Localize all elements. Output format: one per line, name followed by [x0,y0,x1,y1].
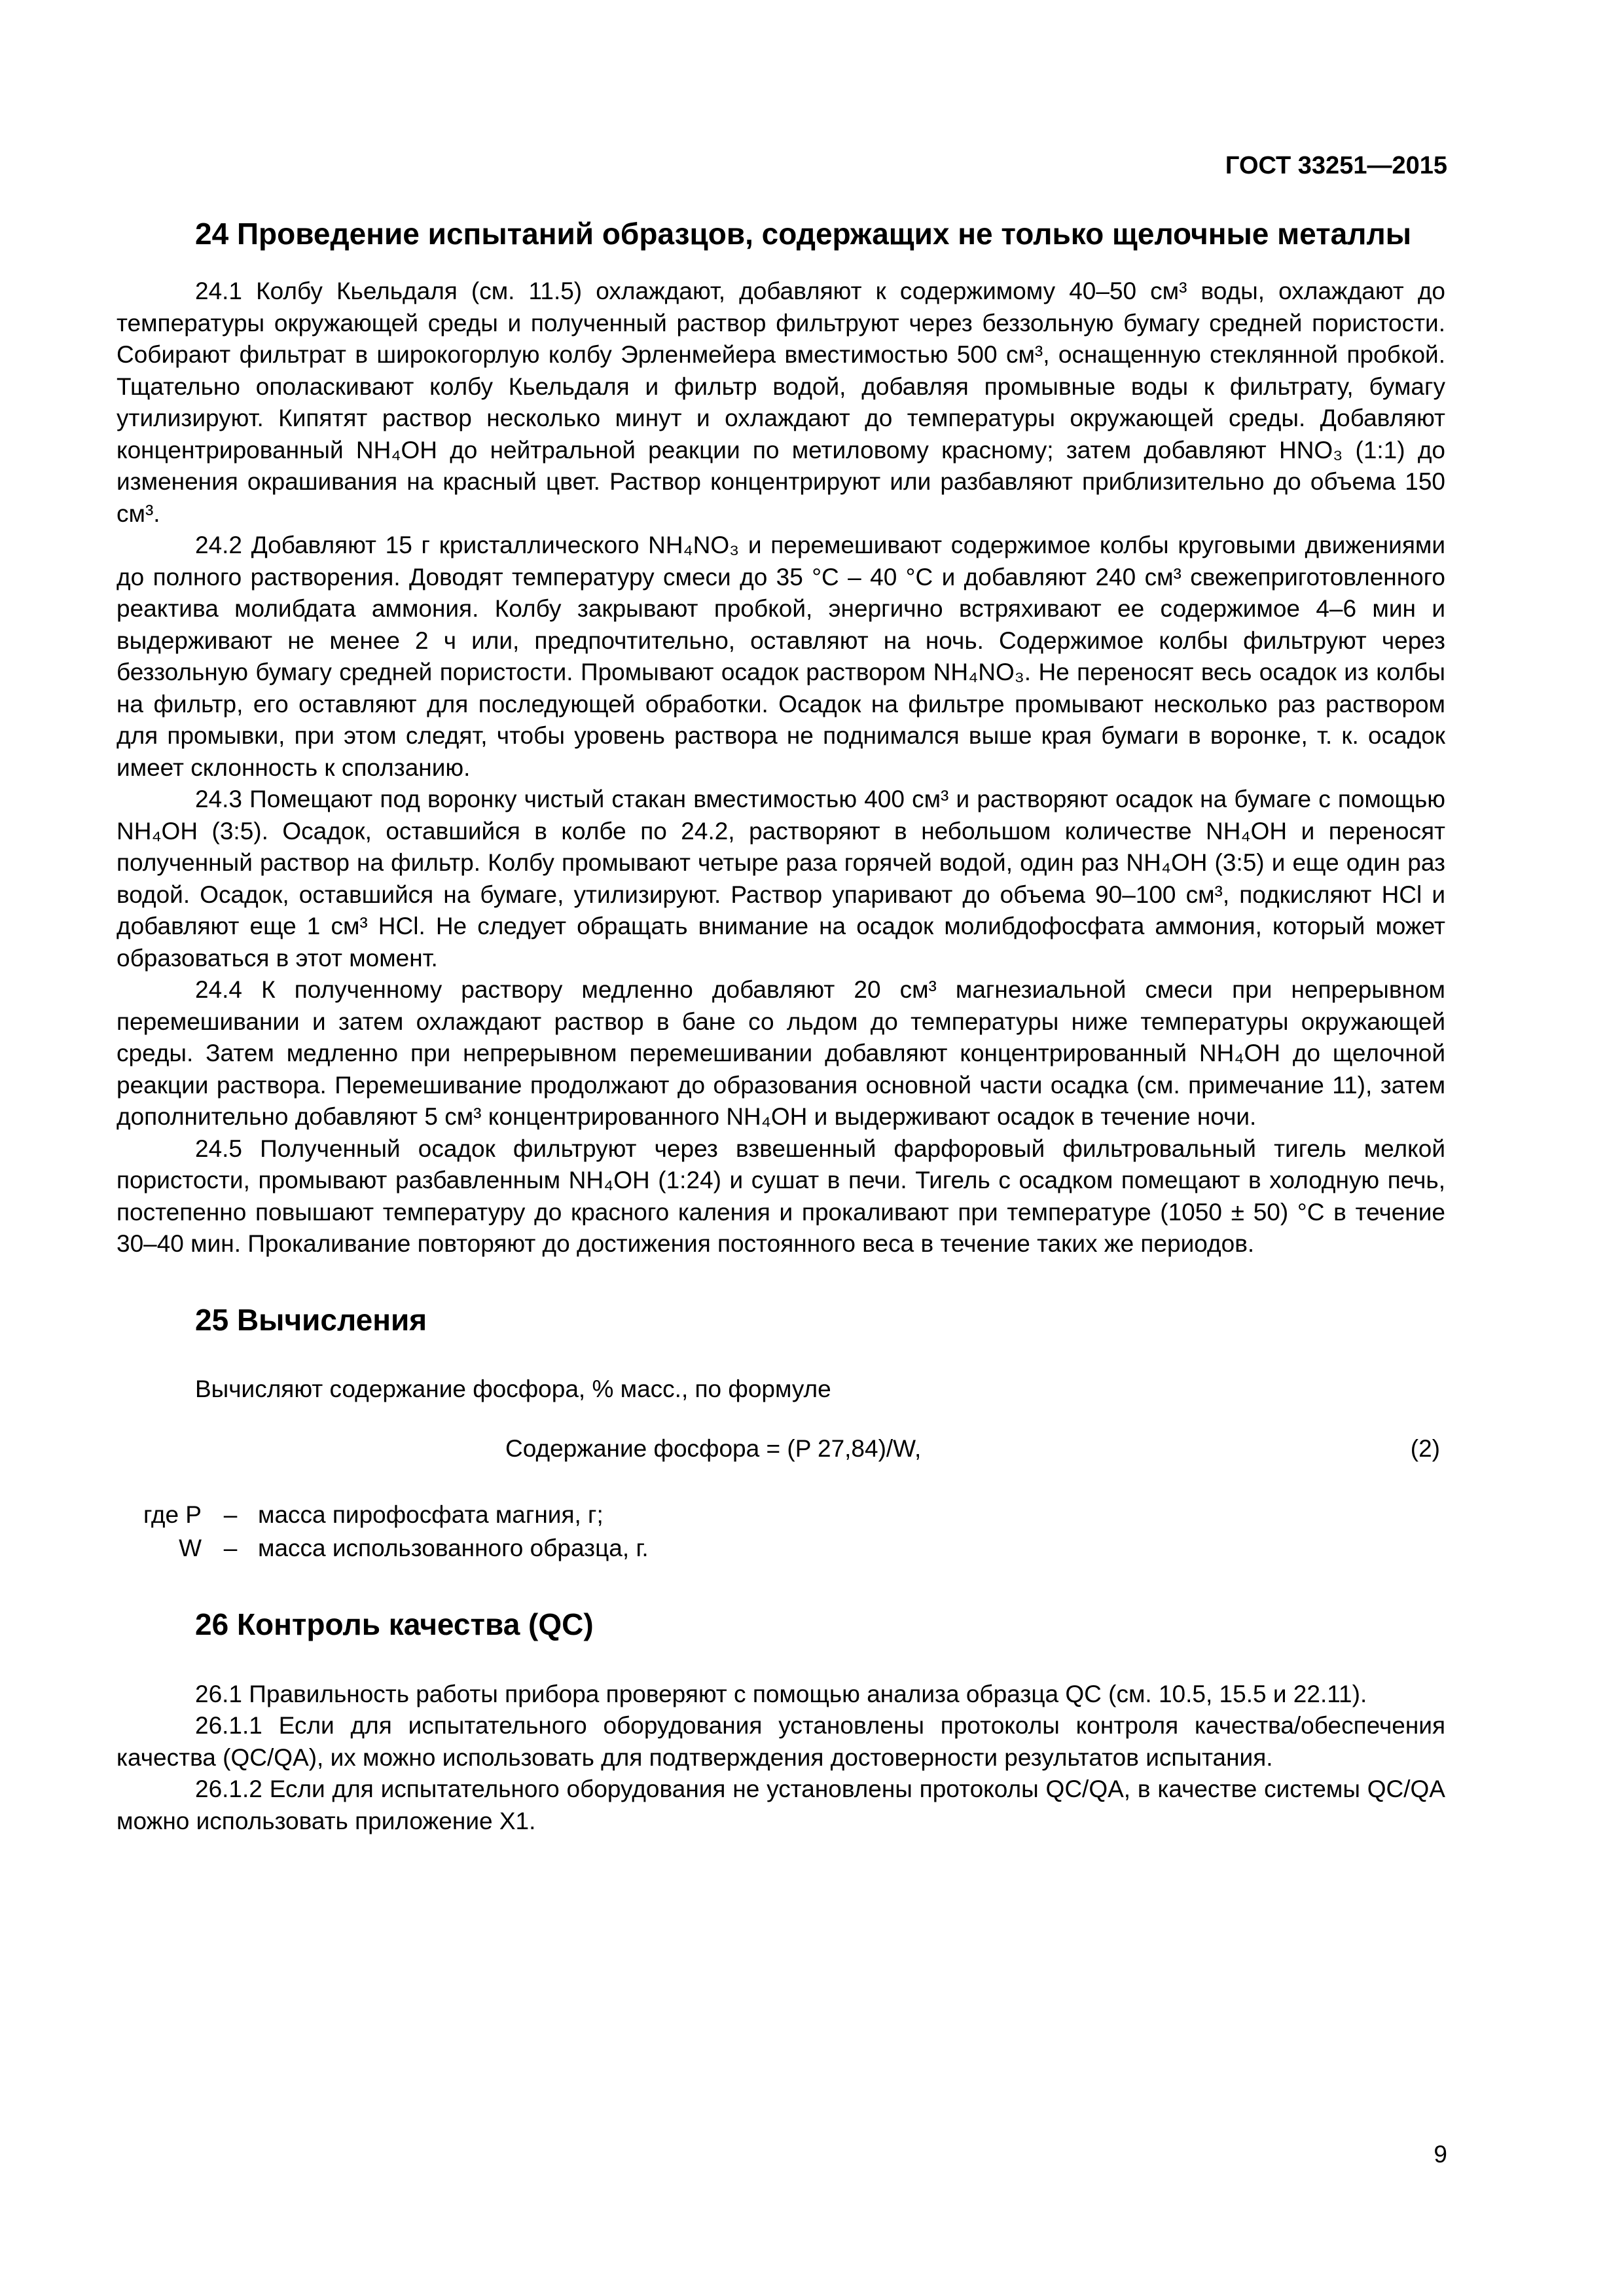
legend-symbol: W [179,1535,202,1562]
formula-number: (2) [1410,1435,1440,1463]
legend-text: масса использованного образца, г. [258,1535,649,1562]
paragraph-26-1-1: 26.1.1 Если для испытательного оборудования установлены протоколы контроля качества/обеспечения качества (QC/QA), их можно использовать для подтверждения достоверности результатов испытания. [117,1712,1445,1771]
paragraph-26-1: 26.1 Правильность работы прибора проверяют с помощью анализа образца QC (см. 10.5, 15.5 и 22.11). [195,1680,1367,1707]
page-number: 9 [1434,2141,1447,2168]
paragraph-24-1: 24.1 Колбу Кьельдаля (см. 11.5) охлаждают, добавляют к содержимому 40–50 см³ воды, охлаждают до температуры окружающей среды и полученный раствор фильтруют через беззольную бумагу средней пористости. Собирают фильтрат в широкогорлую колбу Эрленмейера вместимостью 500 см³, оснащенную стеклянной пробкой. Тщательно ополаскивают колбу Кьельдаля и фильтр водой, добавляя промывные воды к фильтрату, бумагу утилизируют. Кипятят раствор несколько минут и охлаждают до температуры окружающей среды. Добавляют концентрированный NH₄OH до нейтральной реакции по метиловому красному; затем добавляют HNO₃ (1:1) до изменения окрашивания на красный цвет. Раствор концентрируют или разбавляют приблизительно до объема 150 см³. [117,278,1445,527]
paragraph-24-3: 24.3 Помещают под воронку чистый стакан вместимостью 400 см³ и растворяют осадок на бумаге с помощью NH₄OH (3:5). Осадок, оставшийся в колбе по 24.2, растворяют в небольшом количестве NH₄OH и переносят полученный раствор на фильтр. Колбу промывают четыре раза горячей водой, один раз NH₄OH (3:5) и еще один раз водой. Осадок, оставшийся на бумаге, утилизируют. Раствор упаривают до объема 90–100 см³, подкисляют HCl и добавляют еще 1 см³ HCl. Не следует обращать внимание на осадок молибдофосфата аммония, который может образоваться в этот момент. [117,786,1445,972]
section-26-title: 26 Контроль качества (QC) [195,1607,594,1642]
formula-expression: Содержание фосфора = (P 27,84)/W, [505,1435,922,1463]
section-24-title: 24 Проведение испытаний образцов, содержащих не только щелочные металлы [195,217,1411,251]
legend-dash: – [223,1501,238,1529]
document-code: ГОСТ 33251—2015 [1225,152,1447,179]
paragraph-24-2: 24.2 Добавляют 15 г кристаллического NH₄NO₃ и перемешивают содержимое колбы круговыми движениями до полного растворения. Доводят температуру смеси до 35 °С – 40 °С и добавляют 240 см³ свежеприготовленного реактива молибдата аммония. Колбу закрывают пробкой, энергично встряхивают ее содержимое 4–6 мин и выдерживают не менее 2 ч или, предпочтительно, оставляют на ночь. Содержимое колбы фильтруют через беззольную бумагу средней пористости. Промывают осадок раствором NH₄NO₃. Не переносят весь осадок из колбы на фильтр, его оставляют для последующей обработки. Осадок на фильтре промывают несколько раз раствором для промывки, при этом следят, чтобы уровень раствора не поднимался выше края бумаги в воронке, т. к. осадок имеет склонность к сползанию. [117,532,1445,781]
paragraph-26-1-2: 26.1.2 Если для испытательного оборудования не установлены протоколы QC/QA, в качестве системы QC/QA можно использовать приложение X1. [117,1776,1445,1834]
page-content [117,216,1445,1837]
section-25-title: 25 Вычисления [195,1302,427,1337]
legend-row-p [117,1498,1445,1531]
paragraph-24-4: 24.4 К полученному раствору медленно добавляют 20 см³ магнезиальной смеси при непрерывном перемешивании и затем охлаждают раствор в бане со льдом до температуры ниже температуры окружающей среды. Затем медленно при непрерывном перемешивании добавляют концентрированный NH₄OH до щелочной реакции раствора. Перемешивание продолжают до образования основной части осадка (см. примечание 11), затем дополнительно добавляют 5 см³ концентрированного NH₄OH и выдерживают осадок в течение ночи. [117,976,1445,1131]
legend-dash: – [223,1535,238,1562]
formula-legend [117,1498,1445,1565]
legend-text: масса пирофосфата магния, г; [258,1501,604,1529]
calculation-intro: Вычисляют содержание фосфора, % масс., по формуле [195,1375,831,1402]
legend-symbol: где P [143,1501,202,1529]
legend-row-w [117,1531,1445,1565]
paragraph-24-5: 24.5 Полученный осадок фильтруют через взвешенный фарфоровый фильтровальный тигель мелкой пористости, промывают разбавленным NH₄OH (1:24) и сушат в печи. Тигель с осадком помещают в холодную печь, постепенно повышают температуру до красного каления и прокаливают при температуре (1050 ± 50) °С в течение 30–40 мин. Прокаливание повторяют до достижения постоянного веса в течение таких же периодов. [117,1135,1445,1258]
formula-2 [117,1435,1445,1463]
